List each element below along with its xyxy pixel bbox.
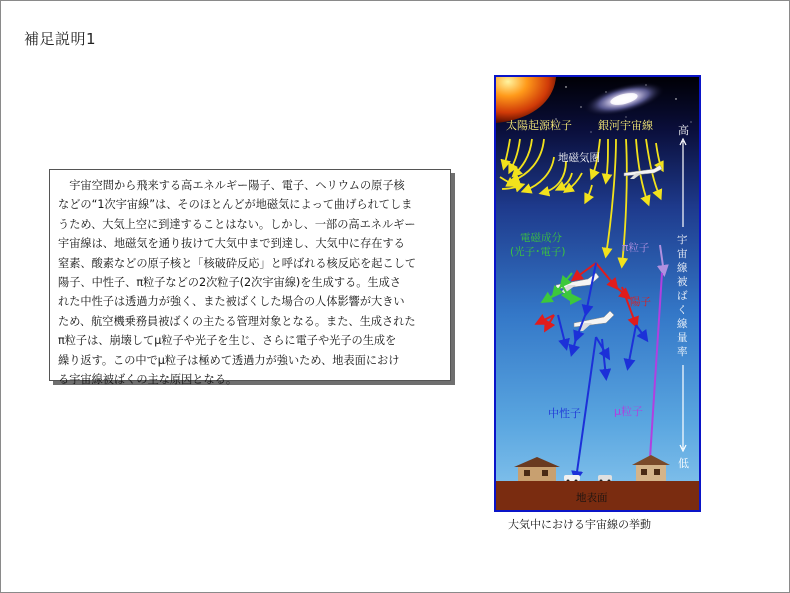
diagram-caption: 大気中における宇宙線の挙動 xyxy=(508,518,651,531)
label-galactic-cosmic-rays: 銀河宇宙線 xyxy=(598,119,653,132)
label-neutron: 中性子 xyxy=(548,407,581,420)
label-muon: μ粒子 xyxy=(614,405,643,418)
label-ground-surface: 地表面 xyxy=(576,492,608,504)
dose-rate-label xyxy=(677,234,688,358)
label-pion: π粒子 xyxy=(622,242,650,254)
dose-rate-char: 宙 xyxy=(677,248,688,260)
label-solar-particles: 太陽起源粒子 xyxy=(506,119,572,132)
label-em-sub: (光子･電子) xyxy=(510,246,566,258)
dose-rate-char: 線 xyxy=(677,318,688,330)
paragraph-line: 繰り返す。この中でμ粒子は極めて透過力が強いため、地表面におけ xyxy=(58,353,400,367)
slide-title: 補足説明1 xyxy=(24,30,97,48)
paragraph-line: 窒素、酸素などの原子核と「核破砕反応」と呼ばれる核反応を起こして xyxy=(58,256,417,270)
dose-rate-char: く xyxy=(677,304,688,316)
paragraph-line: などの“1次宇宙線”は、そのほとんどが地磁気によって曲げられてしま xyxy=(58,198,413,212)
dose-rate-char: ば xyxy=(677,290,688,302)
paragraph-line: 陽子、中性子、π粒子などの2次粒子(2次宇宙線)を生成する。生成さ xyxy=(58,276,401,290)
paragraph-line: る宇宙線被ばくの主な原因となる。 xyxy=(58,373,238,387)
paragraph-line: うため、大気上空に到達することはない。しかし、一部の高エネルギー xyxy=(58,217,416,231)
paragraph-line: π粒子は、崩壊してμ粒子や光子を生じ、さらに電子や光子の生成を xyxy=(58,334,397,348)
paragraph-line: 宇宙線は、地磁気を通り抜けて大気中まで到達し、大気中に存在する xyxy=(58,237,405,251)
label-low: 低 xyxy=(678,457,689,470)
explanation-text-box xyxy=(49,169,451,387)
cosmic-ray-diagram xyxy=(494,75,701,512)
label-em-component: 電磁成分 xyxy=(520,232,562,244)
label-high: 高 xyxy=(678,124,689,137)
diagram-svg xyxy=(496,77,699,510)
label-geomagnetic-field: 地磁気圏 xyxy=(558,152,600,164)
paragraph-line: 宇宙空間から飛来する高エネルギー陽子、電子、ヘリウムの原子核 xyxy=(69,179,405,192)
paragraph-line: ため、航空機乗務員被ばくの主たる管理対象となる。また、生成された xyxy=(58,314,416,328)
dose-rate-char: 線 xyxy=(677,262,688,274)
sky-background xyxy=(496,77,699,510)
dose-rate-char: 被 xyxy=(677,276,688,288)
dose-rate-char: 率 xyxy=(677,346,688,358)
paragraph-line: れた中性子は透過力が強く、また被ばくした場合の人体影響が大きい xyxy=(58,295,405,309)
dose-rate-char: 量 xyxy=(677,332,688,344)
dose-rate-char: 宇 xyxy=(677,234,688,246)
label-proton: 陽子 xyxy=(630,296,651,308)
